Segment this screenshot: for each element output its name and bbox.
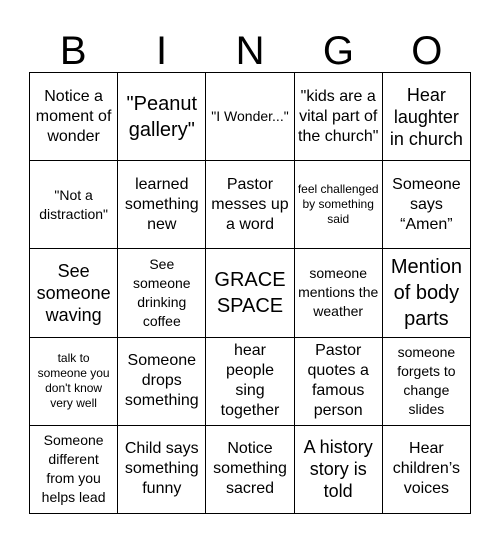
- header-letter-b: B: [59, 29, 87, 73]
- bingo-cell[interactable]: talk to someone you don't know very well: [30, 338, 118, 426]
- bingo-cell[interactable]: feel challenged by something said: [295, 161, 383, 249]
- bingo-cell[interactable]: "kids are a vital part of the church": [295, 73, 383, 161]
- bingo-cell[interactable]: Someone drops something: [118, 338, 206, 426]
- bingo-cell[interactable]: A history story is told: [295, 426, 383, 514]
- header-letter-n: N: [235, 29, 265, 73]
- bingo-cell[interactable]: Pastor messes up a word: [206, 161, 294, 249]
- bingo-cell[interactable]: Child says something funny: [118, 426, 206, 514]
- bingo-cell[interactable]: learned something new: [118, 161, 206, 249]
- bingo-cell[interactable]: See someone waving: [30, 249, 118, 337]
- bingo-cell[interactable]: someone forgets to change slides: [383, 338, 471, 426]
- bingo-cell[interactable]: "Peanut gallery": [118, 73, 206, 161]
- bingo-card: [29, 72, 471, 514]
- bingo-cell[interactable]: someone mentions the weather: [295, 249, 383, 337]
- bingo-cell[interactable]: See someone drinking coffee: [118, 249, 206, 337]
- free-space-cell[interactable]: GRACE SPACE: [206, 249, 294, 337]
- bingo-cell[interactable]: Someone different from you helps lead: [30, 426, 118, 514]
- bingo-cell[interactable]: Notice a moment of wonder: [30, 73, 118, 161]
- bingo-cell[interactable]: Someone says “Amen”: [383, 161, 471, 249]
- bingo-cell[interactable]: Pastor quotes a famous person: [295, 338, 383, 426]
- bingo-cell[interactable]: "I Wonder...": [206, 73, 294, 161]
- bingo-cell[interactable]: Hear children’s voices: [383, 426, 471, 514]
- header-letter-g: G: [322, 29, 354, 73]
- bingo-cell[interactable]: Mention of body parts: [383, 249, 471, 337]
- bingo-cell[interactable]: hear people sing together: [206, 338, 294, 426]
- bingo-header: [29, 28, 471, 74]
- header-letter-i: I: [156, 29, 168, 73]
- header-letter-o: O: [411, 29, 443, 73]
- bingo-cell[interactable]: Notice something sacred: [206, 426, 294, 514]
- bingo-cell[interactable]: Hear laughter in church: [383, 73, 471, 161]
- bingo-cell[interactable]: "Not a distraction": [30, 161, 118, 249]
